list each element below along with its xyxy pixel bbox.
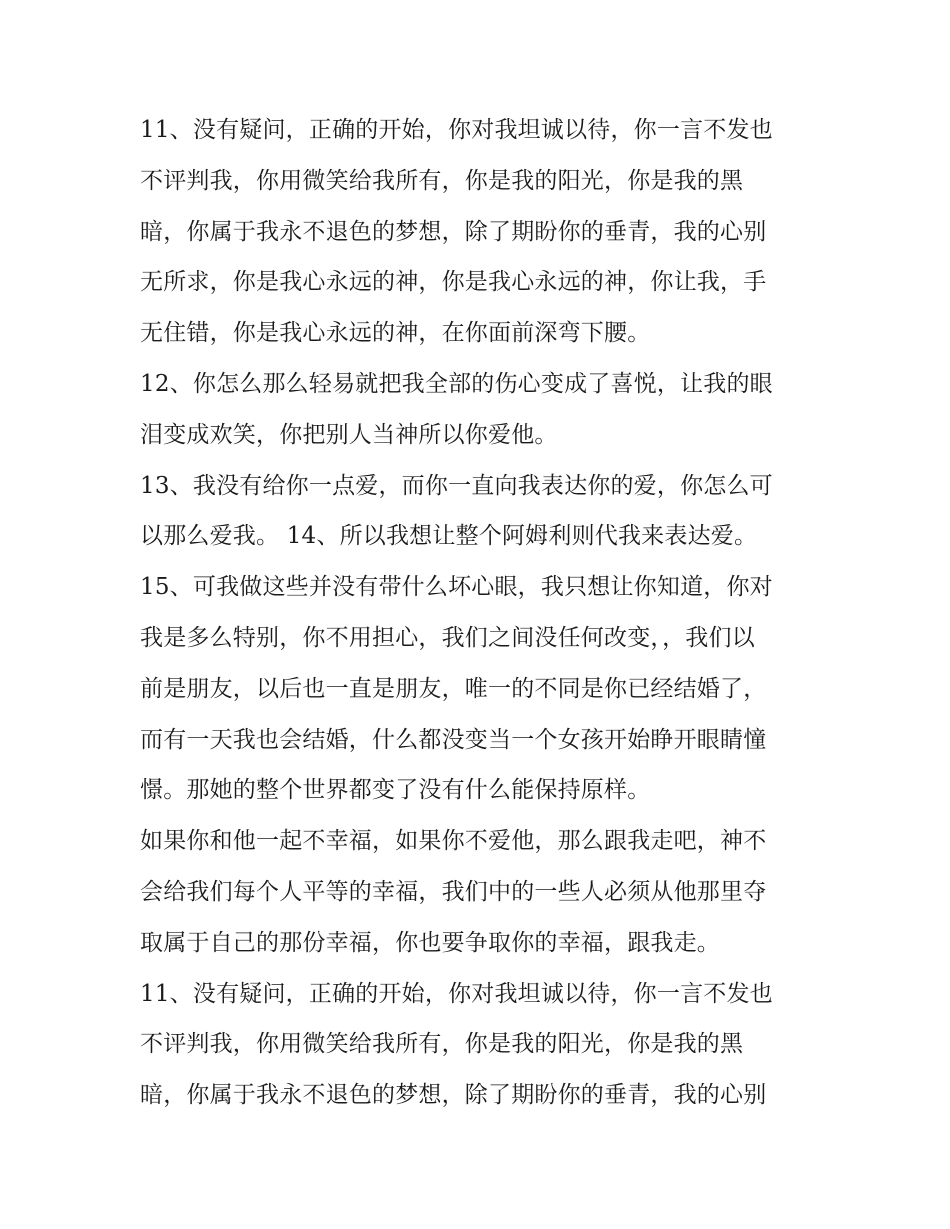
text-line: 暗，你属于我永不退色的梦想，除了期盼你的垂青，我的心别 [140, 1082, 767, 1109]
text-line: 11、没有疑问，正确的开始，你对我坦诚以待，你一言不发也 [140, 980, 773, 1007]
text-line: 暗，你属于我永不退色的梦想，除了期盼你的垂青，我的心别 [140, 218, 767, 245]
text-line: 会给我们每个人平等的幸福，我们中的一些人必须从他那里夺 [140, 878, 767, 905]
text-line: 不评判我，你用微笑给我所有，你是我的阳光，你是我的黑 [140, 167, 744, 194]
text-line: 无住错，你是我心永远的神，在你面前深弯下腰。 [140, 320, 651, 347]
text-line: 前是朋友，以后也一直是朋友，唯一的不同是你已经结婚了， [140, 675, 767, 702]
text-line: 13、我没有给你一点爱，而你一直向我表达你的爱，你怎么可 [140, 472, 773, 499]
text-line: 而有一天我也会结婚，什么都没变当一个女孩开始睁开眼睛憧 [140, 726, 767, 753]
text-line: 以那么爱我。 14、所以我想让整个阿姆利则代我来表达爱。 [140, 523, 758, 550]
text-line: 取属于自己的那份幸福，你也要争取你的幸福，跟我走。 [140, 929, 720, 956]
text-line: 无所求，你是我心永远的神，你是我心永远的神，你让我，手 [140, 269, 767, 296]
document-body-text [140, 105, 812, 1121]
text-line: 11、没有疑问，正确的开始，你对我坦诚以待，你一言不发也 [140, 117, 773, 143]
text-line: 12、你怎么那么轻易就把我全部的伤心变成了喜悦，让我的眼 [140, 370, 773, 397]
text-line: 如果你和他一起不幸福，如果你不爱他，那么跟我走吧，神不 [140, 828, 767, 855]
text-line: 15、可我做这些并没有带什么坏心眼，我只想让你知道，你对 [140, 574, 773, 601]
text-line: 泪变成欢笑，你把别人当神所以你爱他。 [140, 421, 558, 448]
text-line: 不评判我，你用微笑给我所有，你是我的阳光，你是我的黑 [140, 1031, 744, 1058]
text-line: 憬。那她的整个世界都变了没有什么能保持原样。 [140, 777, 651, 804]
text-line: 我是多么特别，你不用担心，我们之间没任何改变，，我们以 [140, 624, 755, 651]
